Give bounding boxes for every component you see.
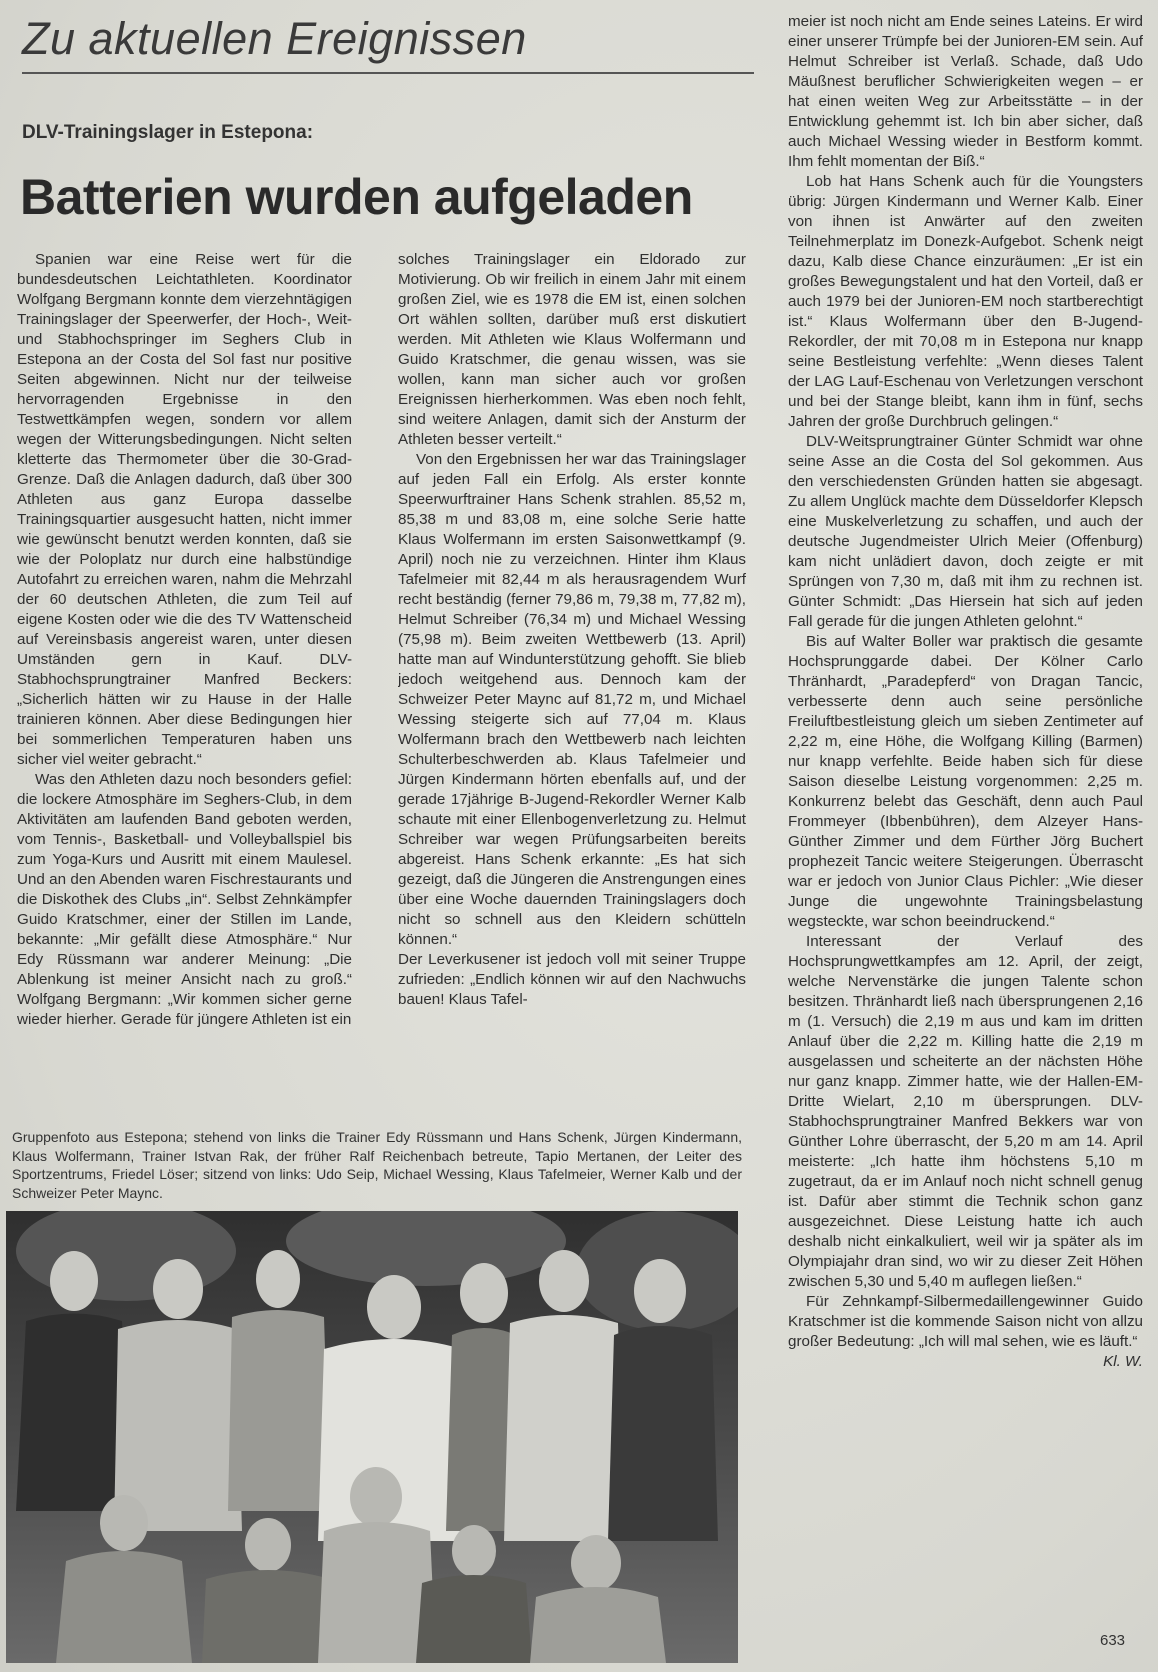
page-number: 633 [1100,1632,1126,1649]
paragraph: Interessant der Verlauf des Hochsprungwettkampfes am 12. April, der zeigt, welche Nervenstärke die jungen Talente schon besitzen. Thränhardt ließ nach übersprungenen 2,16 m (1. Versuch) die 2,19 m aus und kam im dritten Anlauf über die 2,22 m. Killing hatte die 2,19 m ausgelassen und scheiterte an der nächsten Höhe nur ganz knapp. Zimmer hatte, wie der Hallen-EM-Dritte Wielart, 2,10 m übersprungen. DLV-Stabhochsprungtrainer Manfred Bekkers war von Günther Lohre überrascht, der 5,20 m am 14. April meisterte: „Ich hatte ihm höchstens 5,10 m zugetraut, da er im Anlauf noch nicht schnell genug ist. Dafür aber stimmt die Technik schon ganz ausgezeichnet. Diese Leistung hatte ich auch deshalb nicht einkalkuliert, weil wir ja später als im Olympiajahr dran sind, wo wir zu dieser Zeit Höhen zwischen 5,30 und 5,40 m auflegen ließen.“ [788,933,1143,1290]
author-signature: Kl. W. [1103,1353,1143,1370]
paragraph: Was den Athleten dazu noch besonders gefiel: die lockere Atmosphäre im Seghers-Club, in dem Aktivitäten am laufenden Band geboten werden, vom Tennis-, Basketball- und Volleyballspiel bis zum Yoga-Kurs und Ausritt mit einem Maulesel. Und an den Abenden waren Fischrestaurants und die Diskothek des Clubs „in“. Selbst Zehnkämpfer Guido Kratschmer, einer der Stillen im Lande, bekannte: „Mir gefällt diese Atmosphäre.“ Nur Edy Rüssmann war anderer Meinung: „Die Ablenkung ist meiner Ansicht nach zu groß.“ Wolfgang Bergmann: „Wir kommen sicher gerne wieder hierher. Gerade für jüngere Athleten ist ein [17,771,352,1028]
kicker-divider [22,72,754,74]
paragraph: Der Leverkusener ist jedoch voll mit seiner Truppe zufrieden: „Endlich können wir auf den Nachwuchs bauen! Klaus Tafel- [398,951,746,1008]
paragraph: meier ist noch nicht am Ende seines Lateins. Er wird einer unserer Trümpfe bei der Junioren-EM sein. Auf Helmut Schreiber ist Verlaß. Schade, daß Udo Mäußnest beruflicher Schwierigkeiten wegen – er hat einen weiten Weg zur Arbeitsstätte – in der Entwicklung gehemmt ist. Ich bin aber sicher, daß auch Michael Wessing wieder in Bestform kommt. Ihm fehlt momentan der Biß.“ [788,13,1143,170]
paragraph: Lob hat Hans Schenk auch für die Youngsters übrig: Jürgen Kindermann und Werner Kalb. Einer von ihnen ist Anwärter auf den zweiten Teilnehmerplatz im Donezk-Aufgebot. Schenk neigt dazu, Kalb diese Chance einzuräumen: „Er ist ein großes Bewegungstalent und hat den Vorteil, daß er auch 1979 bei der Junioren-EM noch startberechtigt ist.“ Klaus Wolfermann über den B-Jugend-Rekordler, der mit 70,08 m in Estepona nur knapp seine Bestleistung verfehlte: „Wenn dieses Talent der LAG Lauf-Eschenau von Verletzungen verschont und bei der Stange bleibt, kann ihm in fünf, sechs Jahren der große Durchbruch gelingen.“ [788,173,1143,430]
paragraph: solches Trainingslager ein Eldorado zur Motivierung. Ob wir freilich in einem Jahr mit einem großen Ziel, wie es 1978 die EM ist, einen solchen Ort wählen sollten, darüber muß erst diskutiert werden. Mit Athleten wie Klaus Wolfermann und Guido Kratschmer, die genau wissen, was sie wollen, kann man sicher auch vor großen Ereignissen hierherkommen. Was eben noch fehlt, sind weitere Anlagen, damit sich der Ansturm der Athleten besser verteilt.“ [398,251,746,448]
paragraph: Von den Ergebnissen her war das Trainingslager auf jeden Fall ein Erfolg. Als erster konnte Speerwurftrainer Hans Schenk strahlen. 85,52 m, 85,38 m und 83,08 m, eine solche Serie hatte Klaus Wolfermann im ersten Saisonwettkampf (9. April) noch nie zu verzeichnen. Hinter ihm Klaus Tafelmeier mit 82,44 m als herausragendem Wurf recht beständig (ferner 79,86 m, 79,38 m, 77,82 m), Helmut Schreiber (76,34 m) und Michael Wessing (75,98 m). Beim zweiten Wettbewerb (13. April) hatte man auf Windunterstützung gehofft. Sie blieb jedoch weitgehend aus. Dennoch kam der Schweizer Peter Maync auf 81,72 m, und Michael Wessing steigerte sich auf 77,04 m. Klaus Wolfermann brach den Wettbewerb nach leichten Schulterbeschwerden ab. Klaus Tafelmeier und Jürgen Kindermann hörten ebenfalls auf, und der gerade 17jährige B-Jugend-Rekordler Werner Kalb schaute mit einer Ellenbogenverletzung zu. Helmut Schreiber war wegen Prüfungsarbeiten bereits abgereist. Hans Schenk erkannte: „Es hat sich gezeigt, daß die Jüngeren die Anstrengungen eines über eine Woche dauernden Trainingslagers doch nicht so schnell aus den Kleidern schütteln können.“ [398,451,746,948]
photo-caption: Gruppenfoto aus Estepona; stehend von links die Trainer Edy Rüssmann und Hans Schenk, Jürgen Kindermann, Klaus Wolfermann, Trainer Istvan Rak, der früher Ralf Reichenbach betreute, Tapio Mertanen, der Leiter des Sportzentrums, Friedel Löser; sitzend von links: Udo Seip, Michael Wessing, Klaus Tafelmeier, Werner Kalb und der Schweizer Peter Maync. [12,1129,742,1201]
paragraph: Bis auf Walter Boller war praktisch die gesamte Hochsprunggarde dabei. Der Kölner Carlo Thränhardt, „Paradepferd“ von Dragan Tancic, verbesserte denn auch seine persönliche Freiluftbestleistung gleich um sieben Zentimeter auf 2,22 m, eine Höhe, die Wolfgang Killing (Barmen) nur knapp verfehlte. Beide haben sich für diese Saison dieselbe Leistung vorgenommen: 2,25 m. Konkurrenz belebt das Geschäft, denn auch Paul Frommeyer (Ibbenbühren), dem Alzeyer Hans-Günther Zimmer und dem Fürther Jörg Buchert prophezeit Tancic weitere Steigerungen. Überrascht war er jedoch von Junior Claus Pichler: „Wie dieser Junge die ungewohnte Trainingsbelastung wegsteckte, war schon beeindruckend.“ [788,633,1143,930]
article-subhead: DLV-Trainingslager in Estepona: [22,122,314,143]
article-column-2 [398,250,746,1100]
article-column-3 [788,12,1143,1622]
article-column-1 [17,250,352,1100]
paragraph: Spanien war eine Reise wert für die bundesdeutschen Leichtathleten. Koordinator Wolfgang Bergmann konnte dem vierzehntägigen Trainingslager der Speerwerfer, der Hoch-, Weit- und Stabhochspringer im Seghers Club in Estepona an der Costa del Sol fast nur positive Seiten abgewinnen. Nicht nur der teilweise hervorragenden Ergebnisse in den Testwettkämpfen wegen, sondern vor allem wegen der Witterungsbedingungen. Nicht selten kletterte das Thermometer über die 30-Grad-Grenze. Daß die Anlagen dadurch, daß über 300 Athleten aus ganz Europa dasselbe Trainingsquartier ausgesucht hatten, nicht immer wie gewünscht benutzt werden konnten, daß sie wie der Poloplatz nur durch eine halbstündige Autofahrt zu erreichen waren, nahm die Mehrzahl der 60 deutschen Athleten, die zum Teil auf eigene Kosten oder wie die des TV Wattenscheid auf Vereinsbasis angereist waren, unter diesen Umständen gern in Kauf. DLV-Stabhochsprungtrainer Manfred Beckers: „Sicherlich hätten wir zu Hause in der Halle trainieren können. Aber diese Bedingungen hier bei sommerlichen Temperaturen haben uns sicher viel weiter gebracht.“ [17,251,352,768]
paragraph: Für Zehnkampf-Silbermedaillengewinner Guido Kratschmer ist die kommende Saison nicht von allzu großer Bedeutung: „Ich will mal sehen, wie es läuft.“ [788,1293,1143,1350]
article-headline: Batterien wurden aufgeladen [20,169,693,225]
paragraph: DLV-Weitsprungtrainer Günter Schmidt war ohne seine Asse an die Costa del Sol gekommen. Aus den verschiedensten Gründen hatten sie abgesagt. Zu allem Unglück machte dem Düsseldorfer Klepsch eine Muskelverletzung zu schaffen, und auch der deutsche Jugendmeister Ulrich Meier (Offenburg) kam nicht unlädiert davon, doch zeigte er mit Sprüngen von 7,30 m, daß mit ihm zu rechnen ist. Günter Schmidt: „Das Hiersein hat sich auf jeden Fall gerade für die jungen Athleten gelohnt.“ [788,433,1143,630]
section-kicker: Zu aktuellen Ereignissen [22,13,527,64]
group-photo [6,1211,738,1663]
